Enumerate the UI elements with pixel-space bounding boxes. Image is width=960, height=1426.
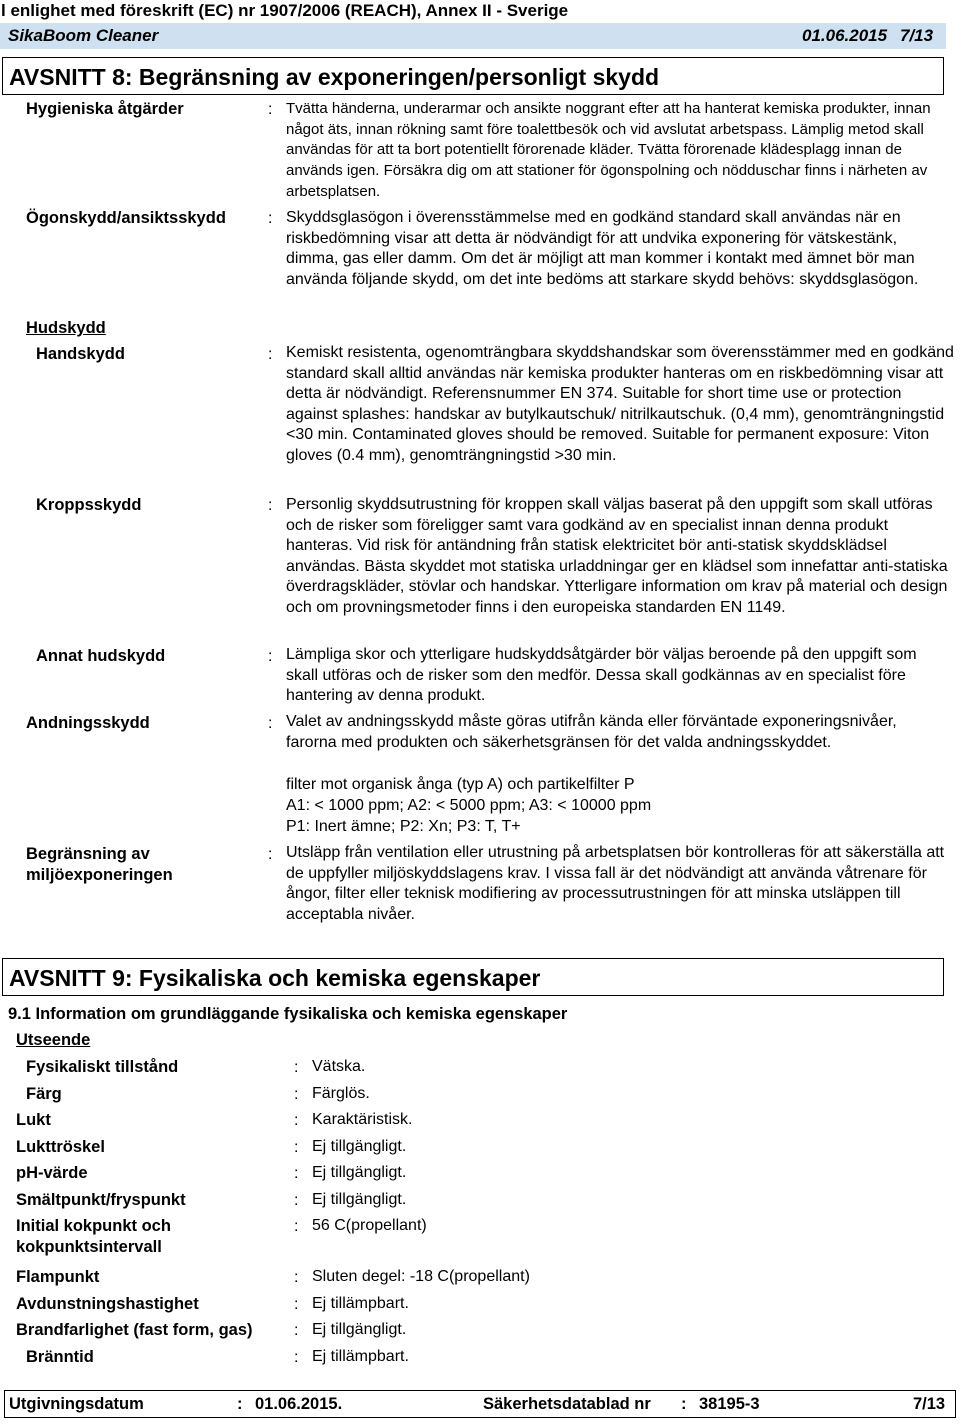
colon: : (268, 497, 273, 514)
odor-value: Karaktäristisk. (312, 1111, 413, 1128)
ph-value: Ej tillgängligt. (312, 1164, 407, 1181)
respiratory-protection-text: Valet av andningsskydd måste göras utifrån kända eller förväntade exponeringsnivåer, farorna med produkten och säkerhetsgränsen för det valda andningsskyddet. (286, 713, 897, 751)
colon: : (294, 1112, 299, 1129)
colon: : (268, 101, 273, 118)
boiling-point-value: 56 C(propellant) (312, 1217, 427, 1234)
evaporation-rate-value: Ej tillämpbart. (312, 1295, 409, 1312)
odor-threshold-value: Ej tillgängligt. (312, 1138, 407, 1155)
skin-protection-heading: Hudskydd (26, 319, 106, 337)
respiratory-protection-label: Andningsskydd (26, 714, 150, 732)
burning-time-value: Ej tillämpbart. (312, 1348, 409, 1365)
hand-protection-text: Kemiskt resistenta, ogenomträngbara skyddshandskar som överensstämmer med en godkänd standard skall alltid användas när kemiska produkter hanteras om en riskbedömning visar att detta är nödvändigt. Referensnummer EN 374. Suitable for short time use or protection against splashes: handskar av butylkautschuk/ nitrilkautschuk. (0,4 mm), genomträngningstid <30 min. Contaminated gloves should be removed. Suitable for permanent exposure: Viton gloves (0.4 mm), genomträngningstid >30 min. (286, 344, 954, 464)
physical-state-value: Vätska. (312, 1058, 366, 1075)
colon: : (681, 1395, 687, 1413)
evaporation-rate-label: Avdunstningshastighet (16, 1295, 199, 1313)
other-skin-protection-label: Annat hudskydd (36, 647, 166, 665)
boiling-point-label: Initial kokpunkt och kokpunktsintervall (16, 1217, 171, 1256)
other-skin-protection-text: Lämpliga skor och ytterligare hudskyddsåtgärder bör väljas beroende på den uppgift som skall utföras och de risker som den medför. Dessa skall godkännas av en specialist före hantering av denna produkt. (286, 646, 917, 705)
color-value: Färglös. (312, 1085, 370, 1102)
section-8-title: AVSNITT 8: Begränsning av exponeringen/personligt skydd (2, 57, 944, 95)
flammability-label: Brandfarlighet (fast form, gas) (16, 1321, 253, 1339)
colon: : (294, 1269, 299, 1286)
issue-date-label: Utgivningsdatum (9, 1395, 144, 1413)
appearance-heading: Utseende (16, 1031, 91, 1049)
colon: : (294, 1192, 299, 1209)
header-page-number: 7/13 (900, 26, 934, 45)
respiratory-filter-line: filter mot organisk ånga (typ A) och partikelfilter P (286, 776, 635, 793)
odor-threshold-label: Lukttröskel (16, 1138, 105, 1156)
section-9-1-subtitle: 9.1 Information om grundläggande fysikaliska och kemiska egenskaper (8, 1005, 568, 1023)
flash-point-value: Sluten degel: -18 C(propellant) (312, 1268, 530, 1285)
body-protection-label: Kroppsskydd (36, 496, 142, 514)
page-footer (4, 1390, 956, 1418)
regulation-header: l enlighet med föreskrift (EC) nr 1907/2006 (REACH), Annex II - Sverige (1, 1, 569, 20)
respiratory-particle-line: P1: Inert ämne; P2: Xn; P3: T, T+ (286, 818, 521, 835)
colon: : (294, 1218, 299, 1235)
ph-label: pH-värde (16, 1164, 88, 1182)
color-label: Färg (26, 1085, 62, 1103)
header-date: 01.06.2015 (802, 26, 888, 45)
colon: : (294, 1322, 299, 1339)
sds-number-label: Säkerhetsdatablad nr (483, 1395, 651, 1413)
hygiene-text: Tvätta händerna, underarmar och ansikte noggrant efter att ha hanterat kemiska produkter, innan något äts, innan rökning samt före toalettbesök och vid avslutat arbetspass. Lämplig metod skall användas för att ta bort potentiellt förorenade kläder. Tvätta förorenade klädesplagg innan de används igen. Försäkra dig om att stationer för ögonspolning och nödduschar finns i närheten av arbetsplatsen. (286, 100, 931, 200)
eye-protection-text: Skyddsglasögon i överensstämmelse med en godkänd standard skall användas när en riskbedömning visar att detta är nödvändigt för att undvika exponering för vätskestänk, dimma, gas eller damm. Om det är möjligt att man kommer i kontakt med ämnet bör man använda följande skydd, om det inte bedöms att starkare skydd behövs: skyddsglasögon. (286, 209, 919, 288)
colon: : (237, 1395, 243, 1413)
section-9-title: AVSNITT 9: Fysikaliska och kemiska egenskaper (2, 958, 944, 996)
burning-time-label: Bränntid (26, 1348, 94, 1366)
odor-label: Lukt (16, 1111, 51, 1129)
flash-point-label: Flampunkt (16, 1268, 100, 1286)
eye-protection-label: Ögonskydd/ansiktsskydd (26, 209, 226, 227)
colon: : (268, 210, 273, 227)
respiratory-limits-line: A1: < 1000 ppm; A2: < 5000 ppm; A3: < 10000 ppm (286, 797, 652, 814)
colon: : (294, 1086, 299, 1103)
colon: : (294, 1296, 299, 1313)
colon: : (268, 648, 273, 665)
issue-date-value: 01.06.2015. (255, 1395, 343, 1413)
environmental-exposure-label: Begränsning av miljöexponeringen (26, 845, 173, 884)
hand-protection-label: Handskydd (36, 345, 125, 363)
colon: : (294, 1165, 299, 1182)
sds-number-value: 38195-3 (699, 1395, 760, 1413)
colon: : (294, 1139, 299, 1156)
flammability-value: Ej tillgängligt. (312, 1321, 407, 1338)
hygiene-label: Hygieniska åtgärder (26, 100, 184, 118)
colon: : (294, 1059, 299, 1076)
colon: : (294, 1349, 299, 1366)
melting-point-label: Smältpunkt/fryspunkt (16, 1191, 186, 1209)
environmental-exposure-text: Utsläpp från ventilation eller utrustning på arbetsplatsen bör kontrolleras för att säkerställa att de uppfyller miljöskyddslagens krav. I vissa fall är det nödvändigt att använda våtrenare för ångor, filter eller teknisk modifiering av processutrustningen för att minska utsläppen till acceptabla nivåer. (286, 844, 945, 923)
colon: : (268, 846, 273, 863)
body-protection-text: Personlig skyddsutrustning för kroppen skall väljas baserat på den uppgift som skall utföras och de risker som föreligger samt vara godkänd av en specialist innan denna produkt hanteras. Vid risk för antändning från statisk elektricitet bör anti-statisk skyddsklädsel användas. Bästa skyddet mot statiska urladdningar ger en klädsel som innefattar anti-statiska överdragskläder, stövlar och handskar. Ytterligare information om krav på material och design och om provningsmetoder finns i den europeiska standarden EN 1149. (286, 496, 948, 616)
colon: : (268, 346, 273, 363)
product-name: SikaBoom Cleaner (8, 26, 159, 45)
physical-state-label: Fysikaliskt tillstånd (26, 1058, 179, 1076)
product-header-bar (0, 23, 946, 49)
melting-point-value: Ej tillgängligt. (312, 1191, 407, 1208)
colon: : (268, 715, 273, 732)
footer-page-number: 7/13 (913, 1395, 946, 1413)
